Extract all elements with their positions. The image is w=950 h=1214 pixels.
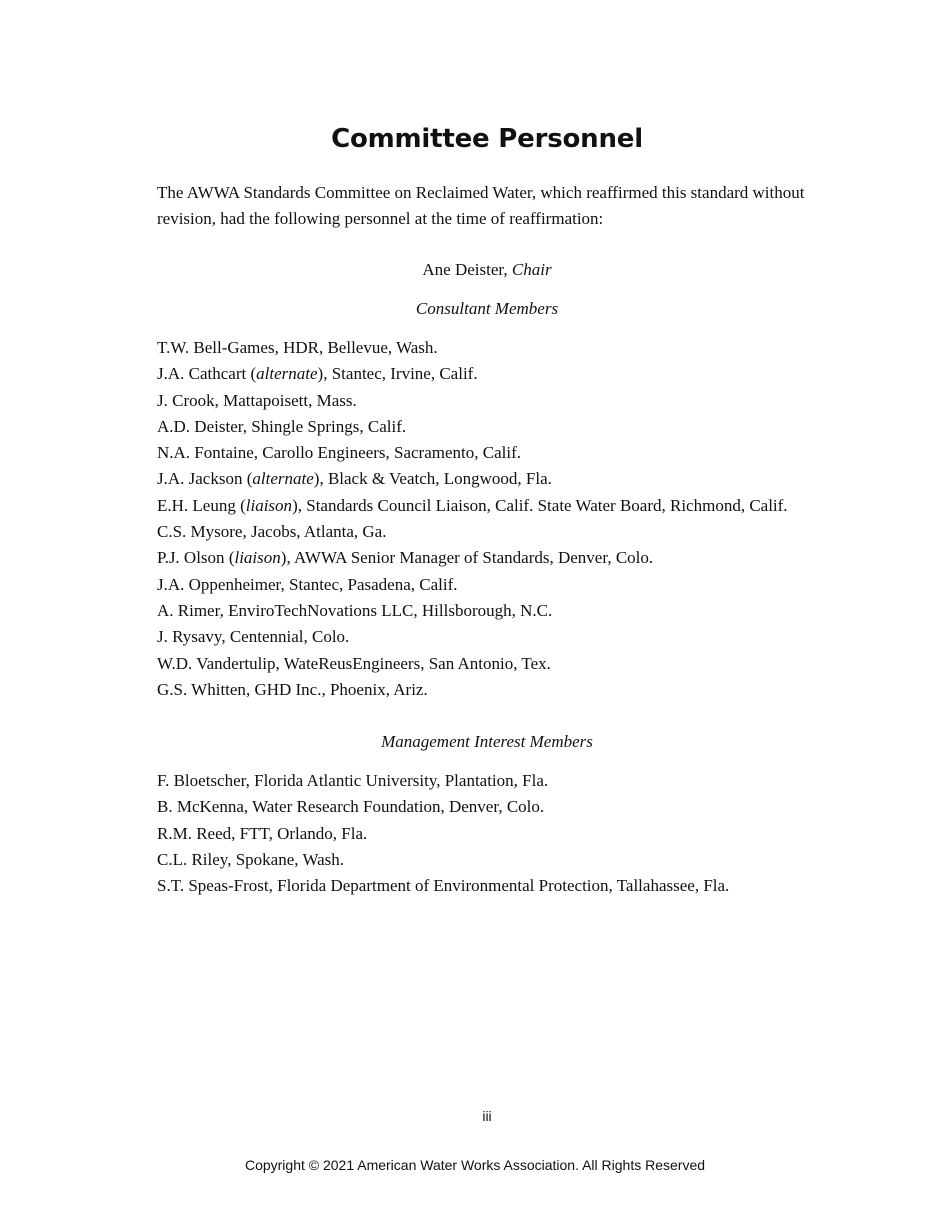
member-affiliation: , Florida Atlantic University, Plantation, Fla. — [245, 771, 549, 790]
member-entry: J.A. Cathcart (alternate), Stantec, Irvine, Calif. — [157, 364, 478, 384]
member-affiliation: , FTT, Orlando, Fla. — [231, 823, 368, 843]
member-name: R.M. Reed — [157, 823, 232, 843]
member-affiliation: , WateReusEngineers, San Antonio, Tex. — [275, 653, 551, 673]
member-entry — [157, 873, 857, 899]
member-entry — [157, 677, 857, 703]
member-name: J.A. Jackson — [157, 469, 243, 489]
member-entry — [157, 847, 857, 873]
member-name: A.D. Deister — [157, 416, 243, 436]
member-entry: E.H. Leung (liaison), Standards Council Liaison, Calif. State Water Board, Richmond, Calif. — [157, 495, 788, 515]
member-name: J.A. Oppenheimer — [157, 574, 281, 594]
member-affiliation: , Black & Veatch, Longwood, Fla. — [319, 469, 552, 489]
member-affiliation: , Centennial, Colo. — [221, 627, 350, 647]
member-entry — [157, 794, 857, 820]
member-name: S.T. Speas-Frost — [157, 876, 269, 896]
member-affiliation: , HDR, Bellevue, Wash. — [274, 338, 438, 357]
chair-name: Ane Deister, — [422, 260, 512, 279]
member-entry — [157, 598, 857, 624]
management-members-heading: Management Interest Members — [381, 732, 593, 751]
copyright-notice: Copyright © 2021 American Water Works Association. All Rights Reserved — [244, 1157, 706, 1173]
member-role-note: liaison — [245, 495, 293, 515]
member-affiliation: , Florida Department of Environmental Protection, Tallahassee, Fla. — [268, 876, 730, 896]
member-role-note: liaison — [234, 548, 281, 568]
member-name: P.J. Olson — [157, 548, 225, 568]
member-entry — [157, 624, 857, 650]
intro-paragraph: The AWWA Standards Committee on Reclaimed Water, which reaffirmed this standard without revision, had the following personnel at the time of reaffirmation: — [157, 183, 805, 228]
page-number: iii — [482, 1108, 492, 1124]
member-affiliation: , Shingle Springs, Calif. — [242, 416, 407, 436]
member-name: B. McKenna — [157, 797, 244, 817]
member-entry — [157, 768, 857, 794]
member-role-note: alternate — [256, 364, 318, 384]
member-name: G.S. Whitten — [157, 679, 246, 699]
member-entry — [157, 440, 857, 466]
chair-role: Chair — [511, 260, 552, 279]
management-members-list — [157, 768, 857, 899]
member-affiliation: , Stantec, Pasadena, Calif. — [280, 574, 458, 594]
member-entry — [157, 572, 857, 598]
member-entry — [157, 414, 857, 440]
member-affiliation: , Jacobs, Atlanta, Ga. — [242, 522, 387, 542]
member-affiliation: , Stantec, Irvine, Calif. — [323, 364, 478, 384]
member-role-note: alternate — [252, 469, 314, 489]
member-name: J. Rysavy — [157, 627, 222, 647]
member-entry — [157, 821, 857, 847]
member-affiliation: , AWWA Senior Manager of Standards, Denver, Colo. — [286, 548, 654, 568]
member-entry: P.J. Olson (liaison), AWWA Senior Manager of Standards, Denver, Colo. — [157, 548, 654, 568]
member-entry — [157, 519, 857, 545]
member-name: W.D. Vandertulip — [157, 653, 276, 673]
member-affiliation: , Carollo Engineers, Sacramento, Calif. — [253, 443, 521, 463]
member-affiliation: , Spokane, Wash. — [227, 849, 345, 869]
member-affiliation: , Mattapoisett, Mass. — [214, 390, 357, 410]
member-name: A. Rimer — [157, 600, 220, 620]
chair-line — [0, 260, 950, 280]
member-name: N.A. Fontaine — [157, 443, 254, 463]
member-name: T.W. Bell-Games — [157, 338, 275, 357]
member-affiliation: , EnviroTechNovations LLC, Hillsborough, N.C. — [219, 600, 553, 620]
member-entry — [157, 388, 857, 414]
member-entry — [157, 335, 857, 361]
member-name: J. Crook — [157, 390, 215, 410]
member-affiliation: , Water Research Foundation, Denver, Colo. — [243, 797, 545, 817]
consultant-members-list — [157, 335, 857, 703]
page-title: Committee Personnel — [331, 124, 643, 154]
member-affiliation: , GHD Inc., Phoenix, Ariz. — [245, 679, 428, 699]
member-name: C.S. Mysore — [157, 522, 243, 542]
member-name: E.H. Leung — [157, 495, 236, 515]
member-entry: J.A. Jackson (alternate), Black & Veatch, Longwood, Fla. — [157, 469, 552, 489]
consultant-members-heading: Consultant Members — [415, 299, 559, 318]
member-entry — [157, 651, 857, 677]
member-name: F. Bloetscher — [157, 771, 246, 790]
member-affiliation: , Standards Council Liaison, Calif. State Water Board, Richmond, Calif. — [297, 495, 788, 515]
member-name: J.A. Cathcart — [157, 364, 247, 384]
member-name: C.L. Riley — [157, 849, 228, 869]
